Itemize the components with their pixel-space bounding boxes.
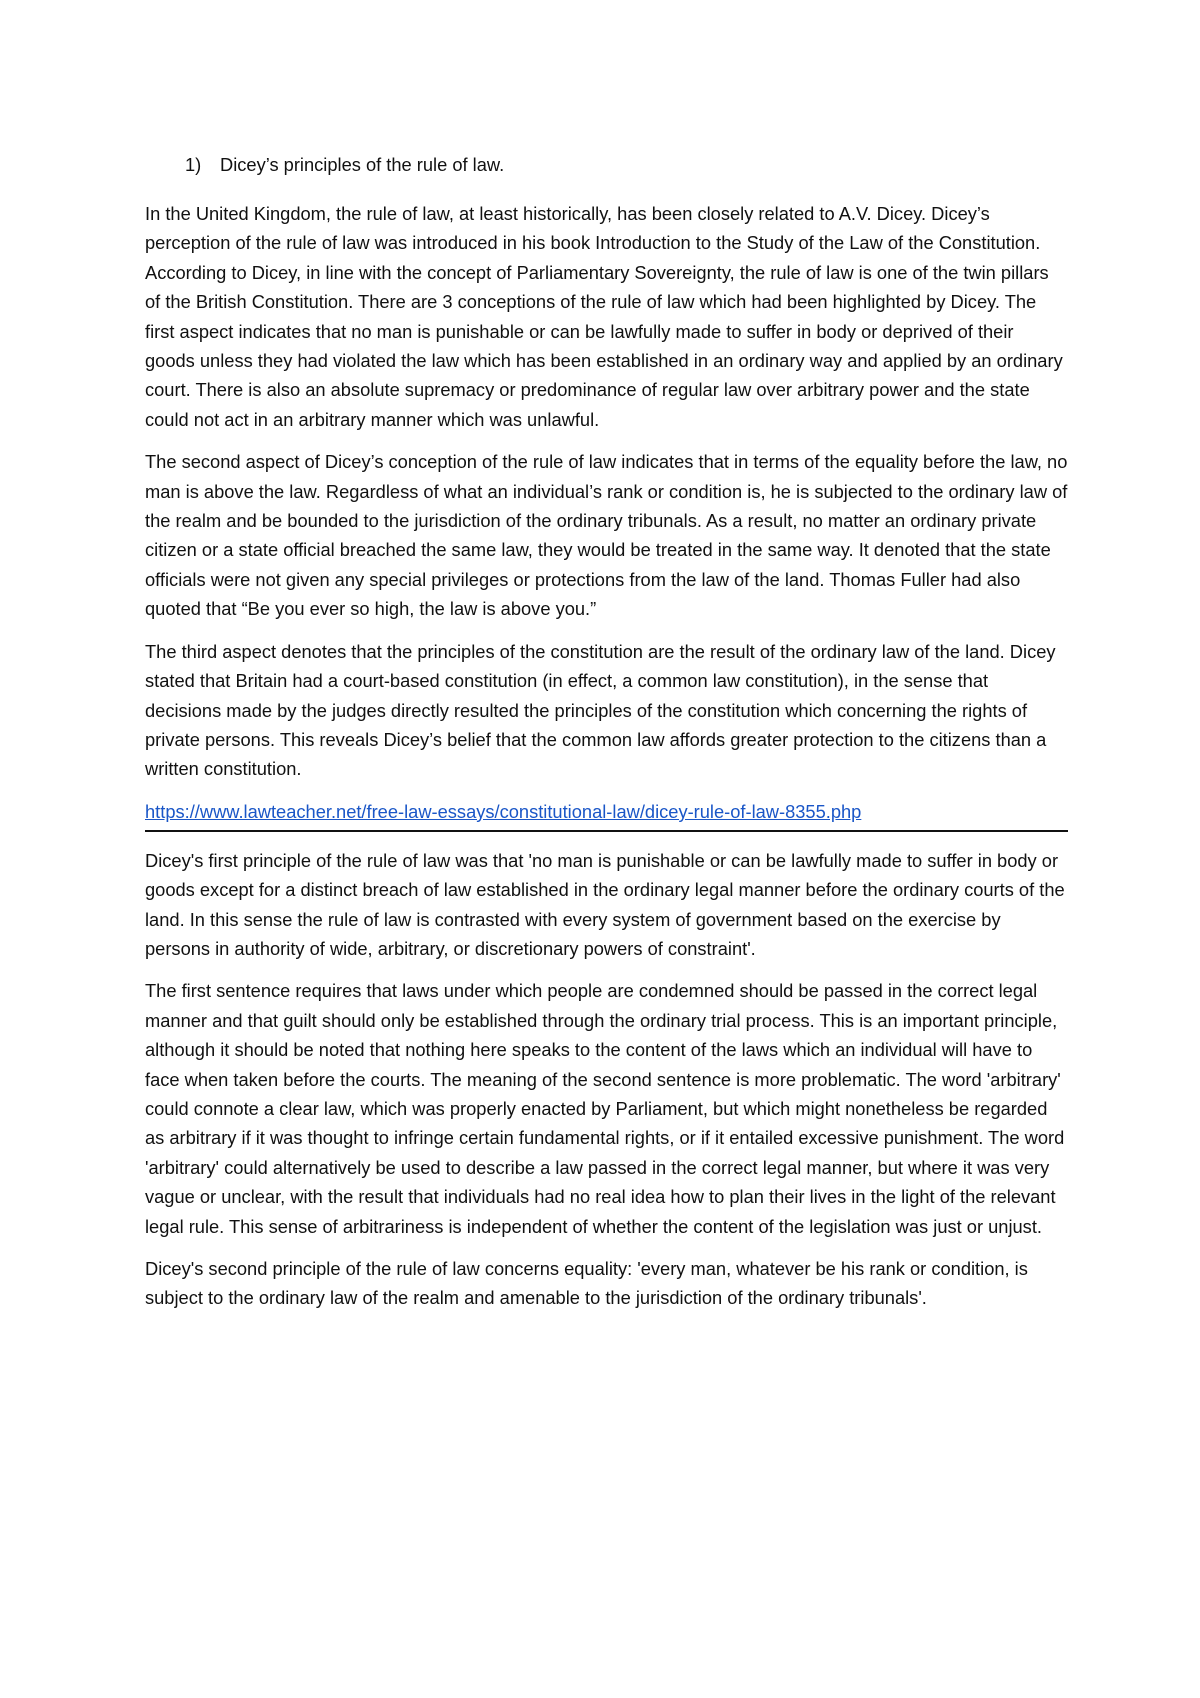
heading-text: Dicey’s principles of the rule of law. [220,154,505,175]
paragraph-second-aspect: The second aspect of Dicey’s conception of the rule of law indicates that in terms of the equality before the law, no man is above the law. Regardless of what an individual’s rank or condition is, he is subjected to the ordinary law of the realm and be bounded to the jurisdiction of the ordinary tribunals. As a result, no matter an ordinary private citizen or a state official breached the same law, they would be treated in the same way. It denoted that the state officials were not given any special privileges or protections from the law of the land. Thomas Fuller had also quoted that “Be you ever so high, the law is above you.” [145,451,1068,620]
paragraph-third-aspect: The third aspect denotes that the principles of the constitution are the result of the ordinary law of the land. Dicey stated that Britain had a court-based constitution (in effect, a common law constitution), in the sense that decisions made by the judges directly resulted the principles of the constitution which concerning the rights of private persons. This reveals Dicey’s belief that the common law affords greater protection to the citizens than a written constitution. [145,640,1056,780]
heading-number: 1) [185,154,202,175]
paragraph-intro: In the United Kingdom, the rule of law, at least historically, has been closely related to A.V. Dicey. Dicey’s perception of the rule of law was introduced in his book Introduction to the Study of the Law of the Constitution. According to Dicey, in line with the concept of Parliamentary Sovereignty, the rule of law is one of the twin pillars of the British Constitution. There are 3 conceptions of the rule of law which had been highlighted by Dicey. The first aspect indicates that no man is punishable or can be lawfully made to suffer in body or deprived of their goods unless they had violated the law which has been established in an ordinary way and applied by an ordinary court. There is also an absolute supremacy or predominance of regular law over arbitrary power and the state could not act in an arbitrary manner which was unlawful. [145,203,1063,430]
source-link-line [145,797,1068,832]
paragraph-first-principle: Dicey's first principle of the rule of law was that 'no man is punishable or can be lawfully made to suffer in body or goods except for a distinct breach of law established in the ordinary legal manner before the ordinary courts of the land. In this sense the rule of law is contrasted with every system of government based on the exercise by persons in authority of wide, arbitrary, or discretionary powers of constraint'. [145,849,1065,959]
paragraph-first-sentence-analysis: The first sentence requires that laws under which people are condemned should be passed in the correct legal manner and that guilt should only be established through the ordinary trial process. This is an important principle, although it should be noted that nothing here speaks to the content of the laws which an individual will have to face when taken before the courts. The meaning of the second sentence is more problematic. The word 'arbitrary' could connote a clear law, which was properly enacted by Parliament, but which might nonetheless be regarded as arbitrary if it was thought to infringe certain fundamental rights, or if it entailed excessive punishment. The word 'arbitrary' could alternatively be used to describe a law passed in the correct legal manner, but where it was very vague or unclear, with the result that individuals had no real idea how to plan their lives in the light of the relevant legal rule. This sense of arbitrariness is independent of whether the content of the legislation was just or unjust. [145,980,1065,1237]
paragraph-second-principle: Dicey's second principle of the rule of law concerns equality: 'every man, whatever be his rank or condition, is subject to the ordinary law of the realm and amenable to the jurisdiction of the ordinary tribunals'. [145,1258,1028,1309]
source-link[interactable]: https://www.lawteacher.net/free-law-essays/constitutional-law/dicey-rule-of-law-8355.php [145,800,862,822]
section-heading [185,150,1068,179]
